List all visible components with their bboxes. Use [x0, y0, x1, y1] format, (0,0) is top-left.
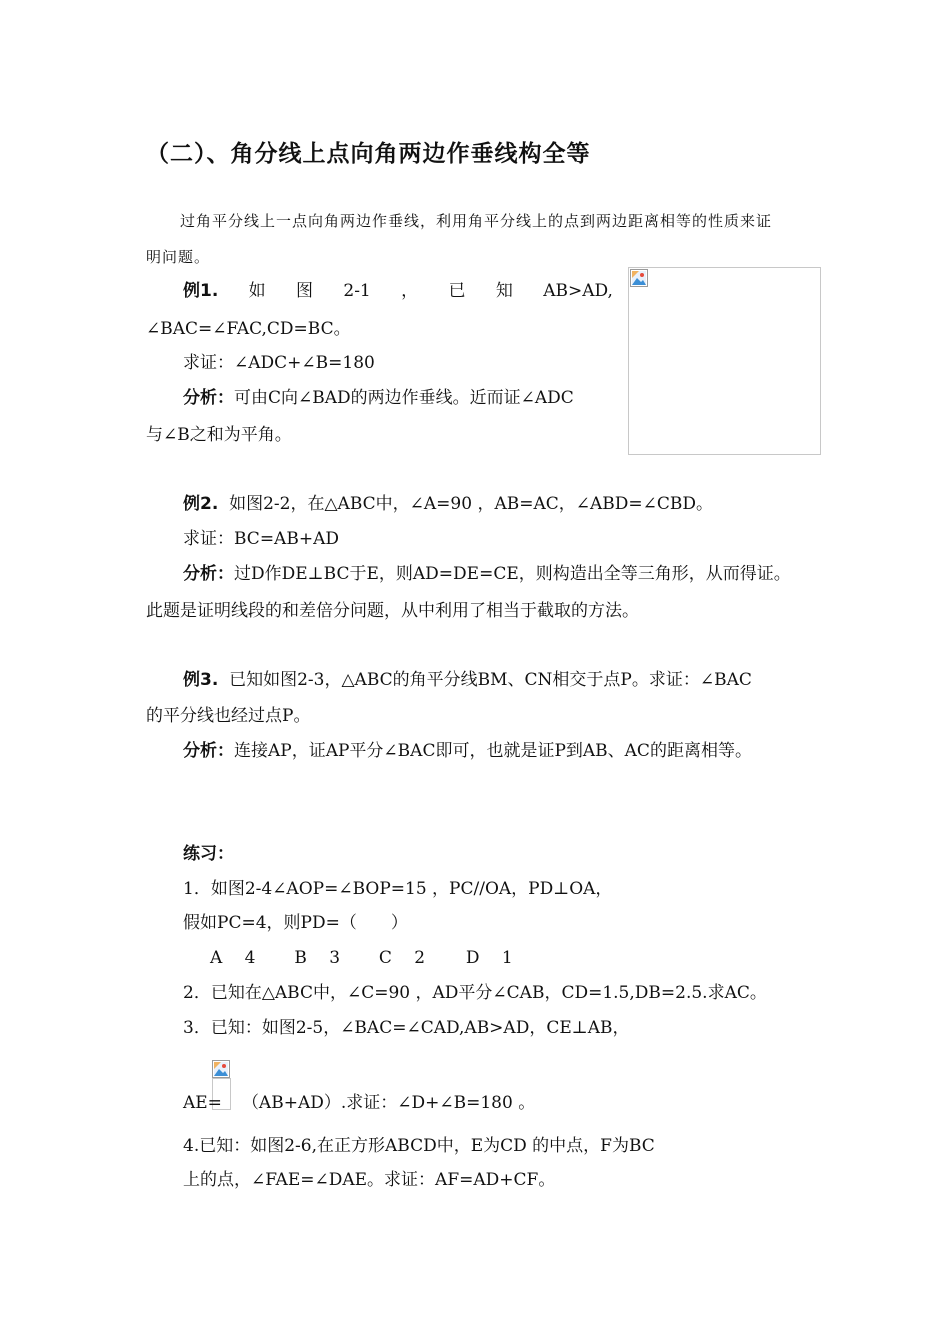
analysis-label: 分析：	[183, 388, 234, 408]
example1-analysis-2: 与∠B之和为平角。	[146, 425, 292, 445]
example2-prove: 求证：BC=AB+AD	[183, 529, 339, 549]
intro-line-1: 过角平分线上一点向角两边作垂线，利用角平分线上的点到两边距离相等的性质来证	[180, 212, 773, 230]
example2-analysis	[183, 563, 791, 585]
example1-word: 已	[448, 281, 466, 301]
example1-word: ，	[401, 281, 419, 301]
practice-q3-line-2	[183, 1092, 535, 1114]
example1-line-1	[183, 280, 613, 302]
option-c: C 2	[378, 948, 426, 968]
example1-prove: 求证：∠ADC+∠B=180	[183, 353, 375, 373]
practice-q2: 2．已知在△ABC中，∠C=90 ，AD平分∠CAB，CD=1.5,DB=2.5.求AC。	[183, 983, 767, 1003]
practice-q3-line-1: 3．已知：如图2-5，∠BAC=∠CAD,AB>AD，CE⊥AB，	[183, 1018, 630, 1038]
example3-analysis	[183, 740, 752, 762]
practice-q1-options	[210, 947, 513, 969]
page-title: （二）、角分线上点向角两边作垂线构全等	[146, 141, 591, 167]
practice-heading: 练习：	[183, 844, 234, 864]
example2-text: 如图2-2，在△ABC中，∠A=90 ，AB=AC，∠ABD=∠CBD。	[229, 494, 714, 514]
practice-q1-line-2: 假如PC=4，则PD=（ ）	[183, 913, 408, 933]
analysis-label: 分析：	[183, 564, 234, 584]
example3-line-1	[183, 669, 752, 691]
example1-line-2: ∠BAC=∠FAC,CD=BC。	[146, 319, 351, 339]
example3-label: 例3.	[183, 670, 219, 690]
option-d: D 1	[465, 948, 513, 968]
example1-word: 如	[248, 281, 266, 301]
analysis-text: 可由C向∠BAD的两边作垂线。近而证∠ADC	[234, 388, 574, 408]
analysis-text: 连接AP，证AP平分∠BAC即可，也就是证P到AB、AC的距离相等。	[234, 741, 752, 761]
example3-line-2: 的平分线也经过点P。	[146, 706, 311, 726]
broken-image-icon	[630, 269, 648, 287]
figure-2-1-image	[628, 267, 821, 455]
analysis-text: 过D作DE⊥BC于E，则AD=DE=CE，则构造出全等三角形，从而得证。	[234, 564, 791, 584]
q3-ae-label: AE=	[183, 1093, 222, 1113]
practice-q4-line-2: 上的点，∠FAE=∠DAE。求证：AF=AD+CF。	[183, 1170, 556, 1190]
example3-text: 已知如图2-3，△ABC的角平分线BM、CN相交于点P。求证：∠BAC	[229, 670, 752, 690]
practice-q4-line-1: 4.已知：如图2-6,在正方形ABCD中，E为CD 的中点，F为BC	[183, 1136, 655, 1156]
broken-image-icon	[212, 1060, 230, 1078]
example1-label: 例1.	[183, 281, 219, 301]
example1-word: 2-1	[343, 281, 371, 301]
example2-line-1	[183, 493, 713, 515]
example1-word: 图	[296, 281, 314, 301]
q3-ae-rest: （AB+AD）.求证：∠D+∠B=180 。	[241, 1093, 536, 1113]
practice-q1-line-1: 1．如图2-4∠AOP=∠BOP=15 ，PC//OA，PD⊥OA，	[183, 879, 613, 899]
option-a: A 4	[210, 948, 256, 968]
example1-analysis	[183, 387, 574, 409]
option-b: B 3	[294, 948, 341, 968]
analysis-label: 分析：	[183, 741, 234, 761]
example1-word: 知	[495, 281, 513, 301]
intro-line-2: 明问题。	[146, 248, 211, 266]
example2-label: 例2.	[183, 494, 219, 514]
example2-analysis-2: 此题是证明线段的和差倍分问题，从中利用了相当于截取的方法。	[146, 601, 639, 621]
example1-word: AB>AD,	[543, 281, 613, 301]
